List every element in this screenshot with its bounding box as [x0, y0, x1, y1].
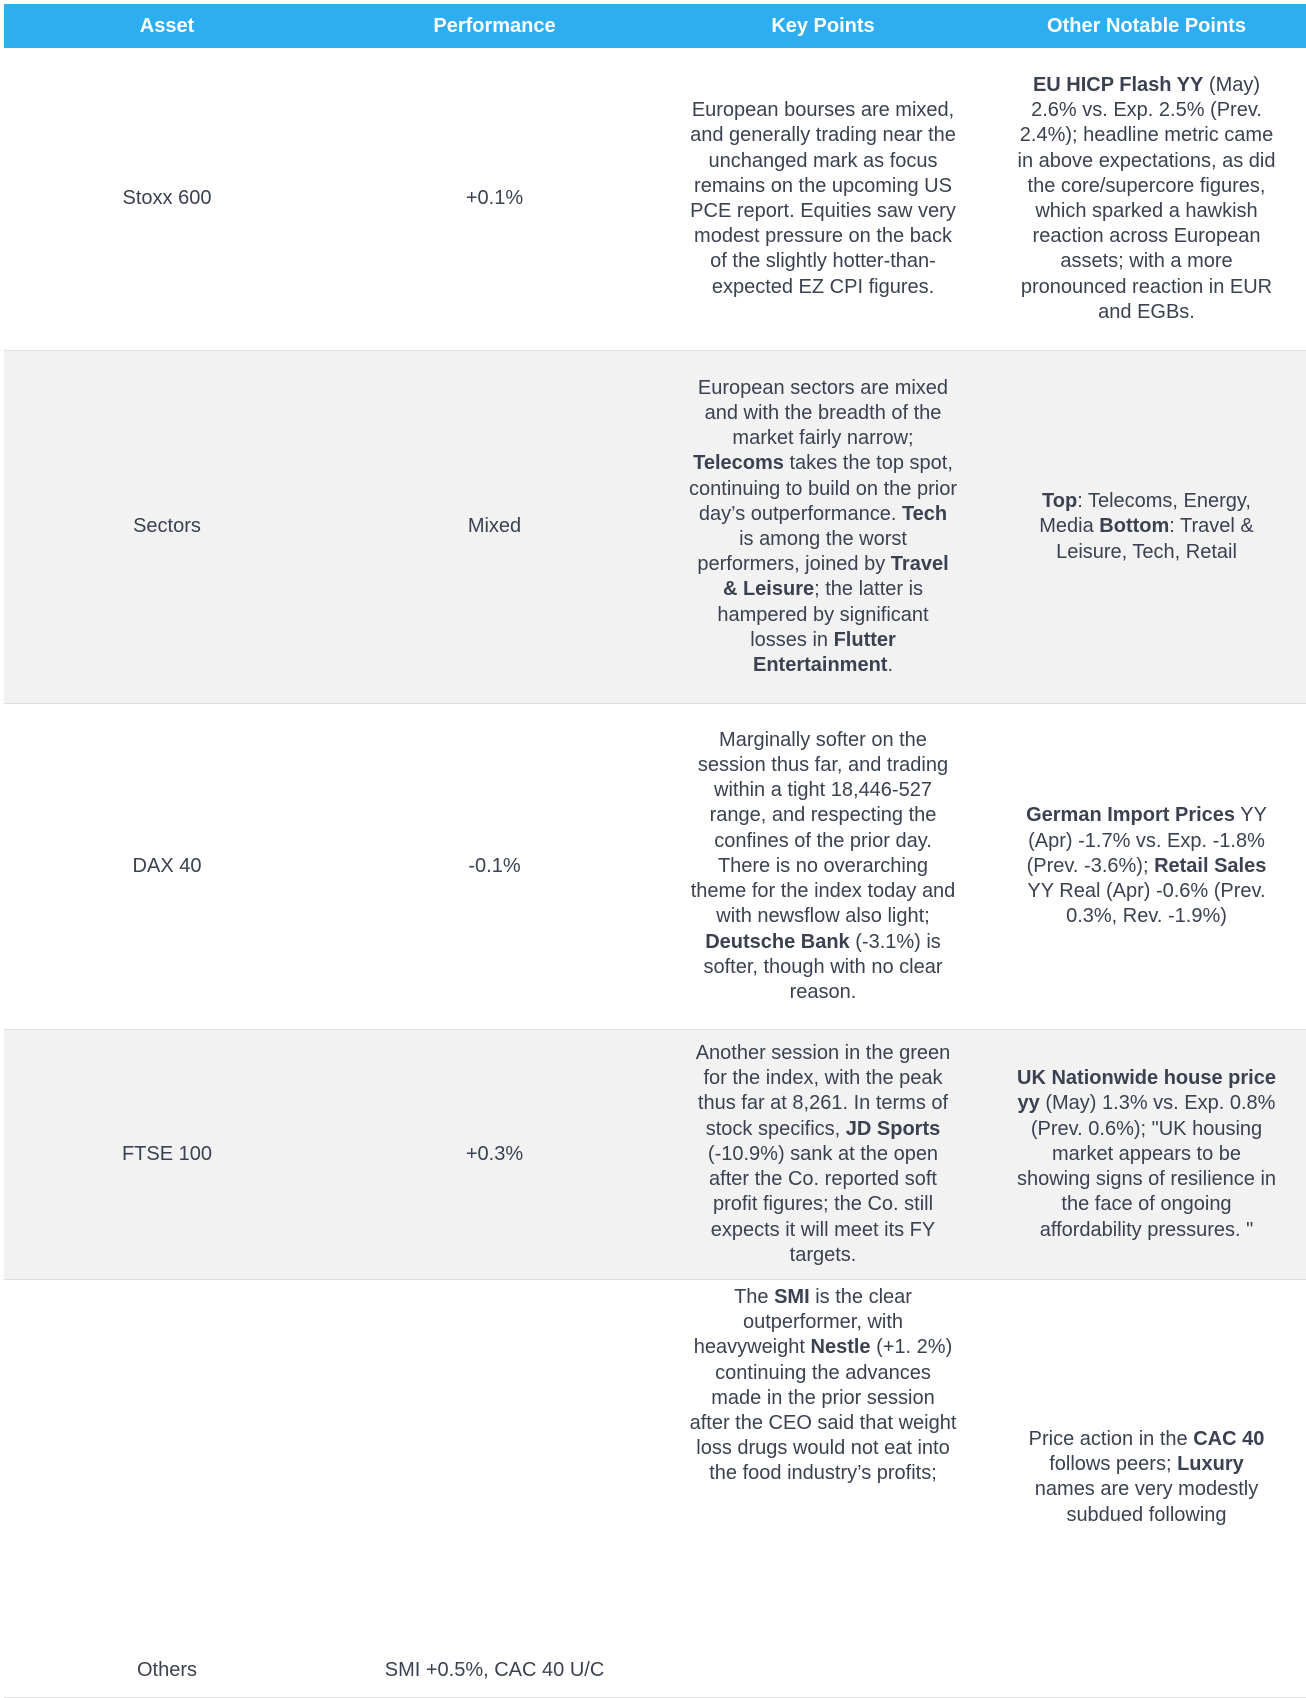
key-points-text: The: [734, 1286, 775, 1308]
header-asset: Asset: [4, 4, 330, 48]
markets-table: [4, 4, 1306, 1698]
other-points-bold: UK Nationwide house price yy: [1017, 1067, 1276, 1115]
key-points-cell: [659, 704, 987, 1030]
other-points-text: names are very modestly subdued following: [1034, 1478, 1259, 1526]
other-points-cell: [987, 704, 1306, 1030]
key-points-text: (-3.1%) is softer, though with no clear reason.: [703, 930, 943, 1003]
key-points-text: (-10.9%) sank at the open after the Co. reported soft profit figures; the Co. still expects it will meet its FY targets.: [707, 1142, 939, 1266]
other-points-bold: EU HICP Flash YY: [1032, 73, 1204, 96]
asset-cell: DAX 40: [4, 704, 330, 1030]
table-row: [4, 1030, 1306, 1280]
key-points-bold: Telecoms: [693, 452, 784, 475]
other-points-bold: Luxury: [1177, 1453, 1244, 1476]
other-points-cell: [987, 1030, 1306, 1280]
key-points-text: ; the latter is hampered by significant losses in: [717, 578, 929, 651]
key-points-cell: [659, 351, 987, 704]
key-points-text: Another session in the green for the index, with the peak thus far at 8,261. In terms of stock specifics,: [695, 1042, 951, 1140]
key-points-bold: Deutsche Bank: [705, 930, 850, 953]
table-row: [4, 1280, 1306, 1698]
asset-cell: FTSE 100: [4, 1030, 330, 1280]
header-other-points: Other Notable Points: [987, 4, 1306, 48]
key-points-text: takes the top spot, continuing to build on the prior day’s outperformance.: [689, 452, 957, 525]
key-points-text: is the clear outperformer, with heavyweight: [693, 1286, 912, 1359]
asset-cell: Sectors: [4, 351, 330, 704]
key-points-text: is among the worst performers, joined by: [697, 528, 907, 576]
key-points-text: (+1. 2%) continuing the advances made in the prior session after the CEO said that weight loss drugs would not eat into the food industry’s profits;: [689, 1336, 957, 1485]
key-points-bold: Nestle: [810, 1336, 871, 1359]
performance-cell: Mixed: [330, 351, 659, 704]
table-row: [4, 48, 1306, 351]
other-points-text: (May) 2.6% vs. Exp. 2.5% (Prev. 2.4%); headline metric came in above expectations, as did the core/supercore figures, which sparked a hawkish reaction across European assets; with a more pronounced reaction in EUR and EGBs.: [1017, 73, 1276, 323]
key-points-text: European sectors are mixed and with the breadth of the market fairly narrow;: [697, 376, 949, 450]
key-points-text: European bourses are mixed, and generally trading near the unchanged mark as focus remains on the upcoming US PCE report. Equities saw very modest pressure on the back of the slightly hotter-than-expected EZ CPI figures.: [690, 99, 956, 298]
other-points-text: : Telecoms, Energy, Media: [1039, 490, 1251, 538]
asset-cell: Others: [4, 1280, 330, 1698]
header-row: [4, 4, 1306, 48]
performance-cell: -0.1%: [330, 704, 659, 1030]
key-points-cell: [659, 48, 987, 351]
key-points-cell: [659, 1280, 987, 1698]
table-header: [4, 4, 1306, 48]
key-points-text: Marginally softer on the session thus far, and trading within a tight 18,446-527 range, and respecting the confines of the prior day. There is no overarching theme for the index today and with newsflow also light;: [690, 728, 956, 928]
table-row: [4, 704, 1306, 1030]
other-points-cell: [987, 351, 1306, 704]
other-points-text: follows peers;: [1049, 1453, 1178, 1476]
header-key-points: Key Points: [659, 4, 987, 48]
asset-cell: Stoxx 600: [4, 48, 330, 351]
other-points-text: YY (Apr) -1.7% vs. Exp. -1.8% (Prev. -3.6%);: [1026, 804, 1267, 877]
key-points-bold: JD Sports: [845, 1117, 941, 1140]
key-points-cell: [659, 1030, 987, 1280]
other-points-bold: Retail Sales: [1154, 854, 1267, 877]
other-points-text: Price action in the: [1028, 1428, 1194, 1450]
other-points-text: YY Real (Apr) -0.6% (Prev. 0.3%, Rev. -1.9%): [1027, 880, 1266, 928]
other-points-cell: [987, 1280, 1306, 1698]
header-performance: Performance: [330, 4, 659, 48]
other-points-bold: Bottom: [1099, 515, 1170, 538]
key-points-bold: Flutter Entertainment: [752, 628, 896, 677]
key-points-bold: Tech: [901, 502, 948, 525]
key-points-bold: SMI: [774, 1286, 810, 1308]
key-points-text: .: [887, 654, 894, 677]
other-points-bold: CAC 40: [1193, 1428, 1265, 1450]
performance-cell: +0.3%: [330, 1030, 659, 1280]
other-points-bold: Top: [1042, 490, 1078, 513]
performance-cell: +0.1%: [330, 48, 659, 351]
other-points-text: : Travel & Leisure, Tech, Retail: [1056, 515, 1254, 563]
key-points-bold: Travel & Leisure: [722, 553, 949, 601]
other-points-cell: [987, 48, 1306, 351]
other-points-text: (May) 1.3% vs. Exp. 0.8% (Prev. 0.6%); "UK housing market appears to be showing signs of resilience in the face of ongoing affordability pressures. ": [1016, 1092, 1277, 1241]
performance-cell: SMI +0.5%, CAC 40 U/C: [330, 1280, 659, 1698]
other-points-bold: German Import Prices: [1026, 804, 1236, 827]
table-row: [4, 351, 1306, 704]
